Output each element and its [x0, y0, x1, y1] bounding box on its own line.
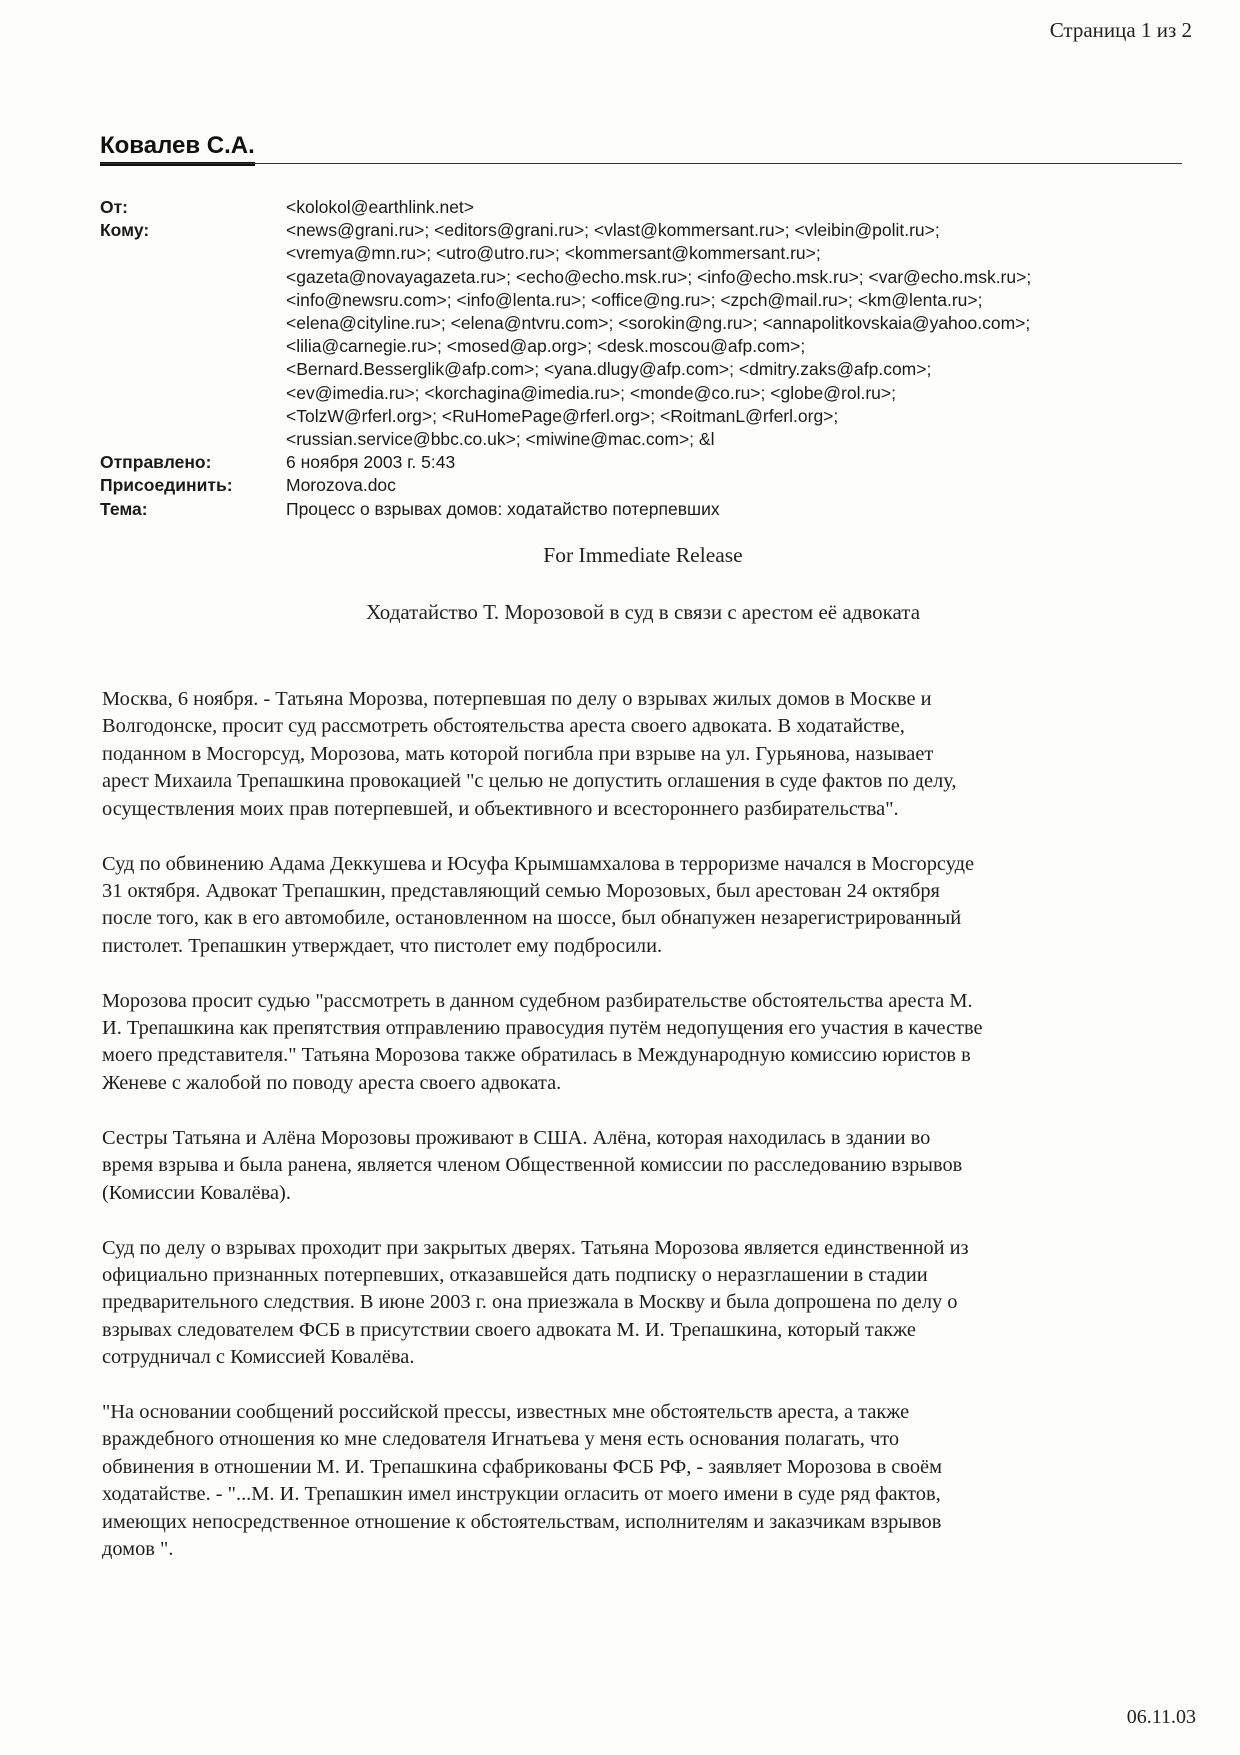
page-number: Страница 1 из 2: [1049, 18, 1192, 42]
sender-name: Ковалев С.А.: [100, 132, 255, 166]
text-line: Женеве с жалобой по поводу ареста своего адвоката.: [102, 1071, 562, 1094]
text-line: Суд по обвинению Адама Деккушева и Юсуфа Крымшамхалова в терроризме начался в Мосгорсуде: [102, 852, 975, 875]
text-line: после того, как в его автомобиле, остановленном на шоссе, был обнапужен незарегистрированный: [102, 907, 962, 930]
from-value: <kolokol@earthlink.net>: [286, 197, 475, 217]
text-line: Суд по делу о взрывах проходит при закрытых дверях. Татьяна Морозова является единственной из: [102, 1236, 969, 1259]
email-metadata: [100, 196, 1190, 521]
paragraph: [102, 1125, 1182, 1207]
text-line: сотрудничал с Комиссией Ковалёва.: [102, 1346, 415, 1369]
text-line: ходатайстве. - "...М. И. Трепашкин имел инструкции огласить от моего имени в суде ряд фактов,: [102, 1483, 941, 1506]
text-line: осуществления моих прав потерпевшей, и объективного и всестороннего разбирательства".: [102, 797, 899, 820]
text-line: предварительного следствия. В июне 2003 г. она приезжала в Москву и была допрошена по делу о: [102, 1291, 958, 1314]
recipient-line: <info@newsru.com>; <info@lenta.ru>; <office@ng.ru>; <zpch@mail.ru>; <km@lenta.ru>;: [286, 289, 983, 310]
sent-value: 6 ноября 2003 г. 5:43: [286, 452, 456, 473]
recipient-line: <ev@imedia.ru>; <korchagina@imedia.ru>; <monde@co.ru>; <globe@rol.ru>;: [286, 382, 896, 403]
from-row: [100, 196, 1190, 219]
email-header: [100, 132, 1180, 166]
from-label: От:: [100, 197, 129, 217]
attachment-row: [100, 474, 1190, 497]
text-line: арест Михаила Трепашкина провокацией "с целью не допустить оглашения в суде фактов по делу,: [102, 770, 957, 793]
text-line: И. Трепашкина как препятствия отправлению правосудия путём недопущения его участия в качестве: [102, 1017, 983, 1040]
recipient-line: <news@grani.ru>; <editors@grani.ru>; <vlast@kommersant.ru>; <vleibin@polit.ru>;: [286, 220, 940, 241]
text-line: Морозова просит судью "рассмотреть в данном судебном разбирательстве обстоятельства ареста М.: [102, 989, 973, 1012]
recipient-line: <elena@cityline.ru>; <elena@ntvru.com>; <sorokin@ng.ru>; <annapolitkovskaia@yahoo.com>;: [286, 313, 1031, 334]
text-line: обвинения в отношении М. И. Трепашкина сфабрикованы ФСБ РФ, - заявляет Морозова в своём: [102, 1455, 942, 1478]
text-line: "На основании сообщений российской прессы, известных мне обстоятельств ареста, а также: [102, 1401, 910, 1424]
text-line: взрывах следователем ФСБ в присутствии своего адвоката М. И. Трепашкина, который также: [102, 1318, 916, 1341]
attachment-label: Присоединить:: [100, 475, 233, 496]
subject-row: [100, 498, 1190, 521]
subject-label: Тема:: [100, 498, 148, 519]
subject-value: Процесс о взрывах домов: ходатайство потерпевших: [286, 498, 720, 519]
text-line: враждебного отношения ко мне следователя Игнатьева у меня есть основания полагать, что: [102, 1428, 900, 1451]
text-line: Волгодонске, просит суд рассмотреть обстоятельства ареста своего адвоката. В ходатайстве,: [102, 715, 905, 738]
sent-row: [100, 451, 1190, 474]
paragraph: [102, 988, 1182, 1098]
text-line: Москва, 6 ноября. - Татьяна Морозва, потерпевшая по делу о взрывах жилых домов в Москве и: [102, 688, 932, 710]
recipient-line: <russian.service@bbc.co.uk>; <miwine@mac.com>; &l: [286, 429, 715, 450]
attachment-filename: Morozova.doc: [286, 475, 396, 496]
to-recipients: [286, 219, 1190, 451]
recipient-line: <gazeta@novayagazeta.ru>; <echo@echo.msk.ru>; <info@echo.msk.ru>; <var@echo.msk.ru>;: [286, 266, 1032, 287]
paragraph: [102, 686, 1182, 823]
recipient-line: <TolzW@rferl.org>; <RuHomePage@rferl.org>; <RoitmanL@rferl.org>;: [286, 405, 839, 426]
header-divider: [100, 163, 1182, 164]
text-line: официально признанных потерпевших, отказавшейся дать подписку о неразглашении в стадии: [102, 1263, 928, 1286]
text-line: пистолет. Трепашкин утверждает, что пистолет ему подбросили.: [102, 934, 663, 957]
text-line: поданном в Мосгорсуд, Морозова, мать которой погибла при взрыве на ул. Гурьянова, называет: [102, 742, 934, 765]
sent-label: Отправлено:: [100, 452, 212, 473]
article-body: [102, 686, 1182, 1591]
text-line: моего представителя." Татьяна Морозова также обратилась в Международную комиссию юристов в: [102, 1044, 971, 1067]
to-label: Кому:: [100, 220, 150, 241]
text-line: 31 октября. Адвокат Трепашкин, представляющий семью Морозовых, был арестован 24 октября: [102, 879, 940, 902]
paragraph: [102, 1399, 1182, 1563]
to-row: [100, 219, 1190, 451]
release-line: For Immediate Release: [543, 543, 743, 567]
recipient-line: <Bernard.Besserglik@afp.com>; <yana.dlugy@afp.com>; <dmitry.zaks@afp.com>;: [286, 359, 932, 380]
text-line: имеющих непосредственное отношение к обстоятельствам, исполнителям и заказчикам взрывов: [102, 1510, 942, 1533]
footer-date: 06.11.03: [1126, 1706, 1196, 1728]
text-line: время взрыва и была ранена, является членом Общественной комиссии по расследованию взрывов: [102, 1154, 963, 1177]
recipient-line: <lilia@carnegie.ru>; <mosed@ap.org>; <desk.moscou@afp.com>;: [286, 336, 806, 357]
text-line: (Комиссии Ковалёва).: [102, 1181, 291, 1204]
petition-title: Ходатайство Т. Морозовой в суд в связи с арестом её адвоката: [365, 600, 921, 624]
text-line: домов ".: [102, 1538, 174, 1561]
text-line: Сестры Татьяна и Алёна Морозовы проживают в США. Алёна, которая находилась в здании во: [102, 1126, 931, 1149]
recipient-line: <vremya@mn.ru>; <utro@utro.ru>; <kommersant@kommersant.ru>;: [286, 243, 821, 264]
paragraph: [102, 1235, 1182, 1372]
paragraph: [102, 851, 1182, 961]
